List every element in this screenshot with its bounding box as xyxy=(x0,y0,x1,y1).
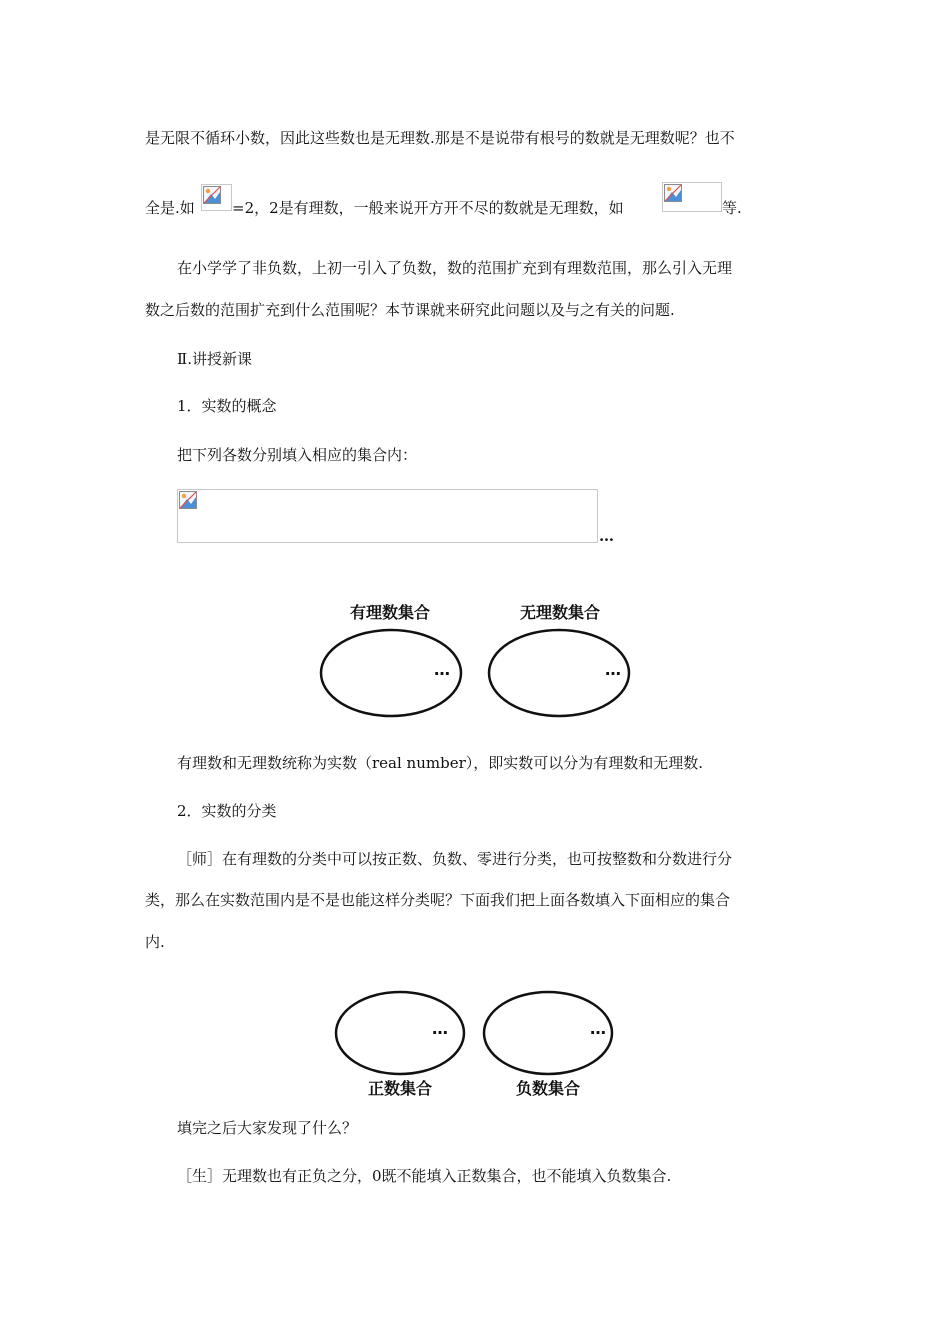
trailing-ellipsis: … xyxy=(599,527,614,545)
paragraph-line-a: 全是.如 xyxy=(145,199,195,217)
negative-set-ellipsis: … xyxy=(590,1019,607,1038)
subsection-heading: 2．实数的分类 xyxy=(177,802,277,820)
paragraph-line-c: 等. xyxy=(722,199,742,217)
broken-image-icon xyxy=(179,491,197,509)
paragraph-line: 是无限不循环小数，因此这些数也是无理数.那是不是说带有根号的数就是无理数呢？也不 xyxy=(145,129,735,147)
subsection-heading: 1．实数的概念 xyxy=(177,397,277,415)
section-heading: Ⅱ.讲授新课 xyxy=(177,350,252,368)
rational-set-label: 有理数集合 xyxy=(349,603,430,622)
paragraph-line: ［师］在有理数的分类中可以按正数、负数、零进行分类，也可按整数和分数进行分 xyxy=(177,850,733,868)
negative-set-label: 负数集合 xyxy=(515,1079,580,1098)
paragraph-line: 数之后数的范围扩充到什么范围呢？本节课就来研究此问题以及与之有关的问题. xyxy=(145,301,675,319)
question-text: 填完之后大家发现了什么？ xyxy=(177,1119,358,1137)
instruction-text: 把下列各数分别填入相应的集合内： xyxy=(177,446,418,464)
positive-set-label: 正数集合 xyxy=(367,1079,432,1098)
paragraph-line: 类，那么在实数范围内是不是也能这样分类呢？下面我们把上面各数填入下面相应的集合 xyxy=(145,891,731,909)
numbers-list-image xyxy=(177,489,598,543)
paragraph-line: 内. xyxy=(145,933,165,951)
irrational-set-label: 无理数集合 xyxy=(519,603,600,622)
irrational-set-ellipsis: … xyxy=(605,660,622,679)
real-number-definition: 有理数和无理数统称为实数（real number），即实数可以分为有理数和无理数. xyxy=(177,754,704,772)
paragraph-line: 在小学学了非负数，上初一引入了负数，数的范围扩充到有理数范围，那么引入无理 xyxy=(177,259,733,277)
paragraph-line-b: =2，2是有理数，一般来说开方开不尽的数就是无理数，如 xyxy=(232,199,624,217)
positive-set-ellipsis: … xyxy=(432,1019,449,1038)
inline-math-image xyxy=(201,184,232,211)
broken-image-icon xyxy=(664,184,682,202)
rational-set-ellipsis: … xyxy=(434,660,451,679)
inline-math-image xyxy=(662,182,722,212)
student-answer: ［生］无理数也有正负之分，0既不能填入正数集合，也不能填入负数集合. xyxy=(177,1167,672,1185)
broken-image-icon xyxy=(203,186,221,204)
